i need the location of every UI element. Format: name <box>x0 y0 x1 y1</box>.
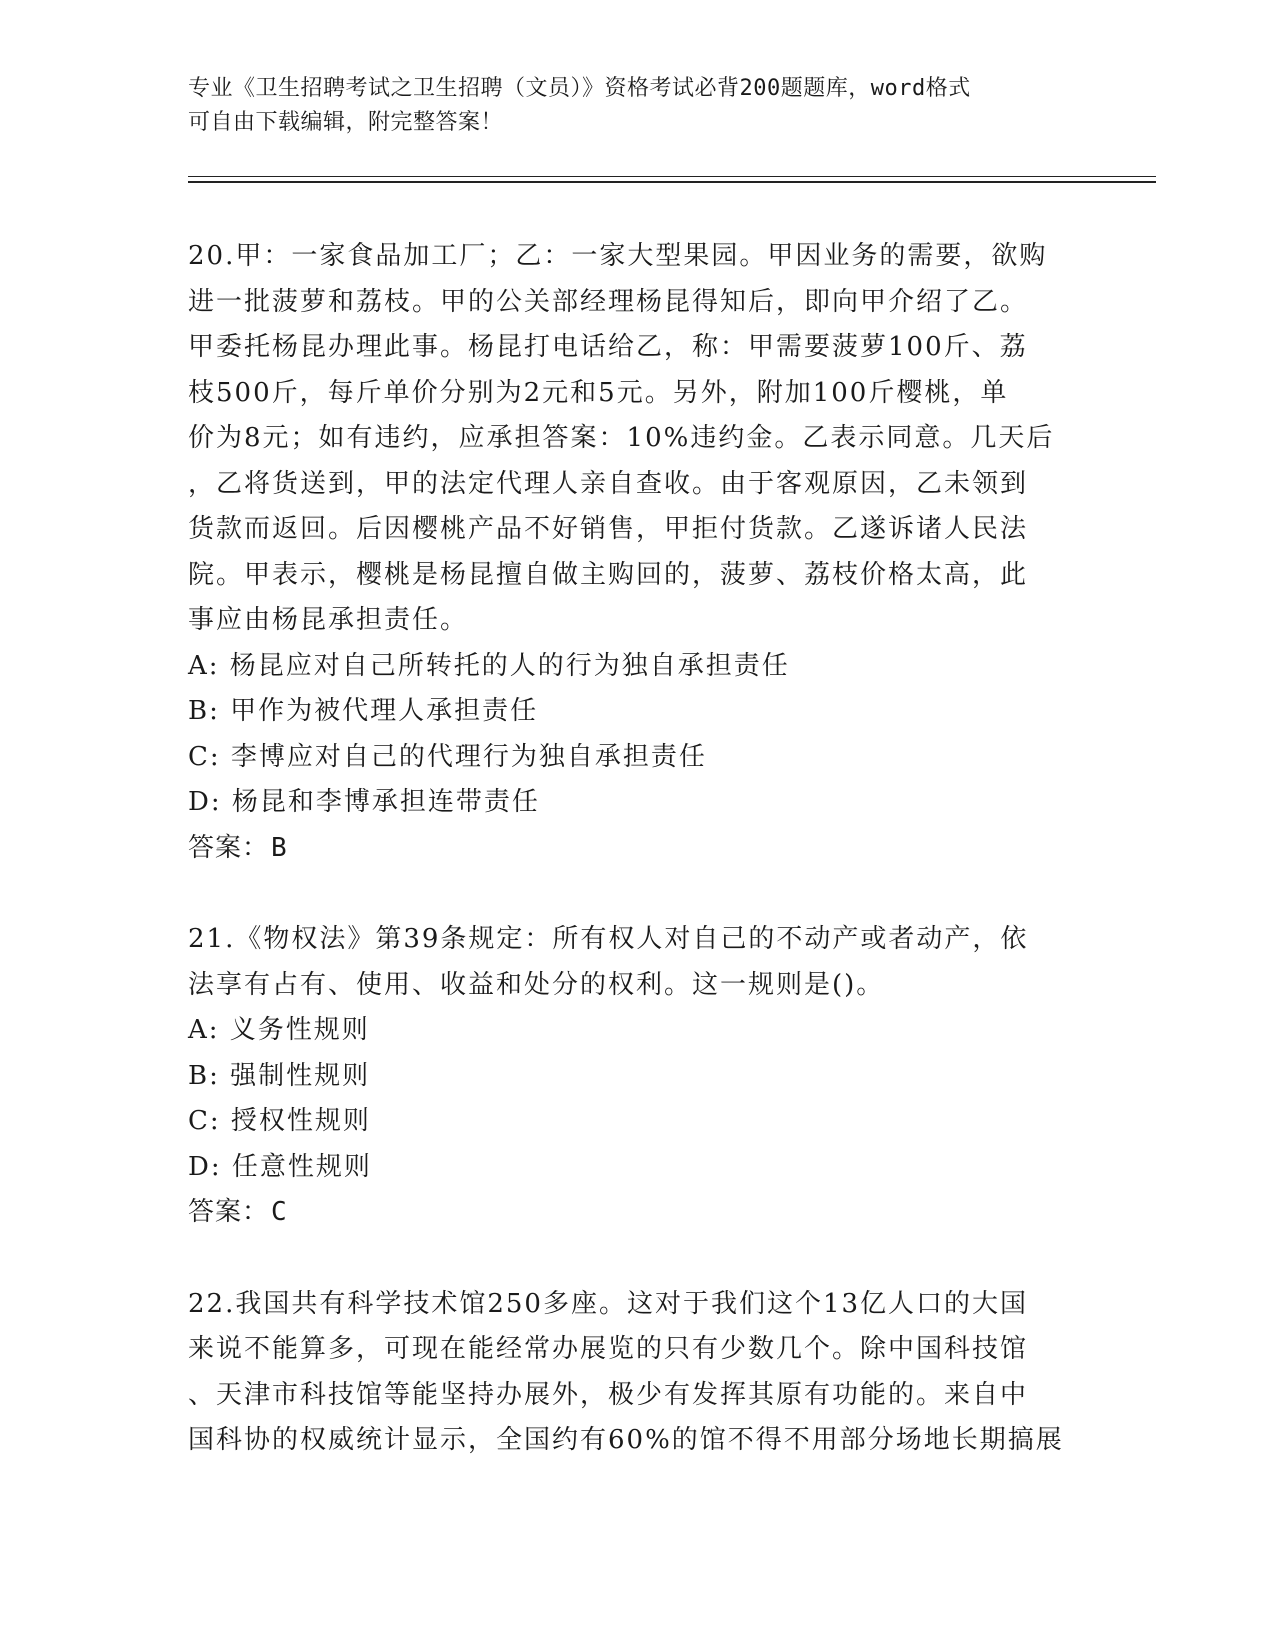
question-spacer <box>188 871 1088 917</box>
question-text <box>188 917 1088 1008</box>
header-line-2: 可自由下载编辑，附完整答案！ <box>188 110 504 135</box>
answer-line <box>188 1190 1088 1236</box>
question-20 <box>188 234 1088 871</box>
option-b: B: 强制性规则 <box>188 1060 371 1091</box>
option-d: D: 任意性规则 <box>188 1151 372 1182</box>
header-divider-thick <box>188 181 1156 183</box>
question-line: 货款而返回。后因樱桃产品不好销售，甲拒付货款。乙遂诉诸人民法 <box>188 514 1029 544</box>
header-divider-thin <box>188 176 1156 177</box>
question-line: 20.甲：一家食品加工厂；乙：一家大型果园。甲因业务的需要，欲购 <box>188 241 1048 271</box>
answer-value: B <box>271 832 288 863</box>
question-line: 事应由杨昆承担责任。 <box>188 605 469 635</box>
answer-label: 答案： <box>188 1197 270 1227</box>
option-c: C: 李博应对自己的代理行为独自承担责任 <box>188 741 707 772</box>
option-c: C: 授权性规则 <box>188 1106 371 1136</box>
question-line: 甲委托杨昆办理此事。杨昆打电话给乙，称：甲需要菠萝100斤、荔 <box>188 332 1028 362</box>
question-line: 22.我国共有科学技术馆250多座。这对于我们这个13亿人口的大国 <box>188 1288 1029 1319</box>
option-a: A: 杨昆应对自己所转托的人的行为独自承担责任 <box>188 650 790 681</box>
option-d: D: 杨昆和李博承担连带责任 <box>188 787 540 817</box>
question-line: 法享有占有、使用、收益和处分的权利。这一规则是()。 <box>188 969 885 1000</box>
question-line: 来说不能算多，可现在能经常办展览的只有少数几个。除中国科技馆 <box>188 1334 1029 1364</box>
question-line: 、天津市科技馆等能坚持办展外，极少有发挥其原有功能的。来自中 <box>188 1379 1029 1410</box>
question-line: 进一批菠萝和荔枝。甲的公关部经理杨昆得知后，即向甲介绍了乙。 <box>188 286 1029 317</box>
question-line: ，乙将货送到，甲的法定代理人亲自查收。由于客观原因，乙未领到 <box>188 468 1029 499</box>
answer-value: C <box>271 1197 288 1227</box>
answer-line <box>188 826 1088 872</box>
question-spacer <box>188 1236 1088 1282</box>
question-line: 院。甲表示，樱桃是杨昆擅自做主购回的，菠萝、荔枝价格太高，此 <box>188 559 1029 590</box>
question-line: 21.《物权法》第39条规定：所有权人对自己的不动产或者动产，依 <box>188 924 1029 954</box>
option-a: A: 义务性规则 <box>188 1015 370 1045</box>
option-b: B: 甲作为被代理人承担责任 <box>188 696 539 726</box>
question-line: 价为8元；如有违约，应承担答案：10%违约金。乙表示同意。几天后 <box>188 423 1055 453</box>
question-22 <box>188 1282 1088 1464</box>
answer-label: 答案： <box>188 832 270 863</box>
question-line: 国科协的权威统计显示，全国约有60%的馆不得不用部分场地长期搞展 <box>188 1425 1064 1455</box>
question-text <box>188 234 1088 644</box>
question-text <box>188 1282 1088 1464</box>
header-line-1: 专业《卫生招聘考试之卫生招聘（文员）》资格考试必背200题题库，word格式 <box>188 76 971 101</box>
question-21 <box>188 917 1088 1236</box>
question-line: 枝500斤，每斤单价分别为2元和5元。另外，附加100斤樱桃，单 <box>188 377 1009 408</box>
question-list <box>188 234 1088 1464</box>
document-header <box>188 72 1088 140</box>
